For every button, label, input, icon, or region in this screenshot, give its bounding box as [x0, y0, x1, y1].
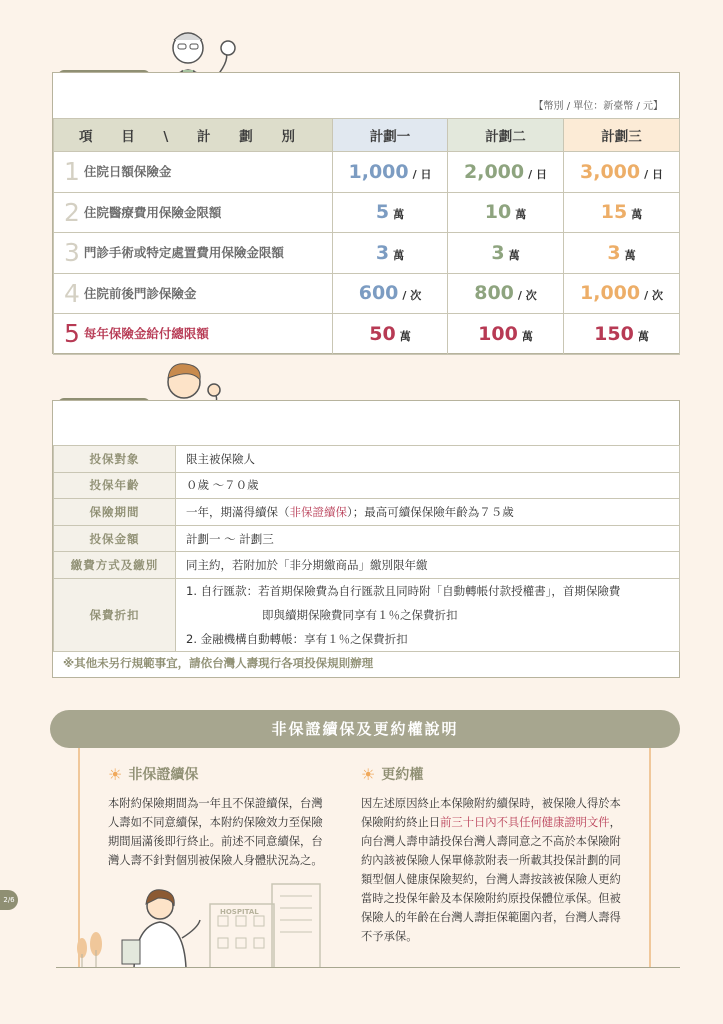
- item-label: 1 住院日額保險金: [54, 152, 333, 193]
- table-row: [54, 446, 680, 473]
- page-number: 2/6: [0, 890, 18, 910]
- non-guaranteed-title: ☀ 非保證續保: [108, 764, 199, 784]
- plan-table: [53, 118, 680, 355]
- table-row: [54, 499, 680, 526]
- rule-label: 保險期間: [54, 499, 176, 526]
- plan-3-value: 3,000 / 日: [564, 152, 680, 193]
- rule-text: 一年，期滿得續保（非保證續保）；最高可續保保險年齡為７５歲: [176, 499, 680, 526]
- plan-3-value: 1,000 / 次: [564, 273, 680, 314]
- plan-3-value: 15 萬: [564, 192, 680, 233]
- plan-2-value: 100 萬: [448, 314, 564, 355]
- hospital-sign: HOSPITAL: [220, 908, 259, 916]
- rule-text: 限主被保險人: [176, 446, 680, 473]
- table-row: [54, 192, 680, 233]
- rules-footnote: ※其他未另行規範事宜，請依台灣人壽現行各項投保規則辦理: [63, 656, 374, 670]
- conversion-right-column: [361, 764, 627, 946]
- header-plan-1: 計劃一: [333, 119, 448, 152]
- table-row: [54, 552, 680, 579]
- plan-table-box: [52, 72, 680, 354]
- ground-line: [56, 967, 680, 968]
- plan-1-value: 600 / 次: [333, 273, 448, 314]
- table-row-total-limit: [54, 314, 680, 355]
- item-label: 2 住院醫療費用保險金限額: [54, 192, 333, 233]
- table-row: [54, 273, 680, 314]
- non-guaranteed-highlight: 非保證續保: [289, 504, 347, 519]
- rule-text: 1. 自行匯款：若首期保險費為自行匯款且同時附「自動轉帳付款授權書」，首期保險費 即與續期保險費同享有１％之保費折扣 2. 金融機構自動轉帳：享有１％之保費折扣: [176, 578, 680, 651]
- non-guaranteed-column: [108, 764, 330, 870]
- rule-label: 繳費方式及繳別: [54, 552, 176, 579]
- rule-label: 保費折扣: [54, 578, 176, 651]
- table-row: [54, 233, 680, 274]
- plan-2-value: 2,000 / 日: [448, 152, 564, 193]
- non-guaranteed-body: 本附約保險期間為一年且不保證續保，台灣人壽如不同意續保，本附約保險效力至保險期間屆滿後即行終止。前述不同意續保，台灣人壽不針對個別被保險人身體狀況為之。: [108, 797, 323, 867]
- table-row: [54, 578, 680, 651]
- conversion-right-body: 因左述原因終止本保險附約續保時，被保險人得於本保險附約終止日前三十日內不具任何健康證明文件，向台灣人壽申請投保台灣人壽同意之不高於本保險附約內該被保險人保單條款附表一所載其投保計劃的同類型個人健康保險契約，台灣人壽按該被保險人更約當時之投保年齡及本保險附約原投保體位承保。但被保險人的年齡在台灣人壽拒保範圍內者，台灣人壽得不予承保。: [361, 797, 621, 943]
- sun-icon: ☀: [361, 764, 376, 784]
- plan-1-value: 50 萬: [333, 314, 448, 355]
- rule-text: 計劃一 ～ 計劃三: [176, 525, 680, 552]
- rule-label: 投保對象: [54, 446, 176, 473]
- item-label: 5 每年保險金給付總限額: [54, 314, 333, 355]
- conversion-right-title: ☀ 更約權: [361, 764, 424, 784]
- item-label: 3 門診手術或特定處置費用保險金限額: [54, 233, 333, 274]
- plan-2-value: 800 / 次: [448, 273, 564, 314]
- hospital-illustration: [72, 880, 332, 968]
- rules-table-box: [52, 400, 680, 678]
- rules-table: [53, 445, 680, 652]
- rule-label: 投保金額: [54, 525, 176, 552]
- table-row: [54, 525, 680, 552]
- rule-text: ０歲 ～７０歲: [176, 472, 680, 499]
- plan-3-value: 3 萬: [564, 233, 680, 274]
- item-label: 4 住院前後門診保險金: [54, 273, 333, 314]
- currency-note: 【幣別 / 單位：新臺幣 / 元】: [533, 101, 663, 112]
- explanation-banner: 非保證續保及更約權說明: [50, 710, 680, 748]
- header-plan-3: 計劃三: [564, 119, 680, 152]
- rule-label: 投保年齡: [54, 472, 176, 499]
- rule-text: 同主約，若附加於「非分期繳商品」繳別限年繳: [176, 552, 680, 579]
- plan-1-value: 3 萬: [333, 233, 448, 274]
- plan-2-value: 10 萬: [448, 192, 564, 233]
- sun-icon: ☀: [108, 764, 123, 784]
- plan-3-value: 150 萬: [564, 314, 680, 355]
- table-row: [54, 152, 680, 193]
- plan-header-row: [54, 119, 680, 152]
- table-row: [54, 472, 680, 499]
- plan-1-value: 1,000 / 日: [333, 152, 448, 193]
- plan-1-value: 5 萬: [333, 192, 448, 233]
- header-item: 項 目 \ 計 劃 別: [54, 119, 333, 152]
- plan-2-value: 3 萬: [448, 233, 564, 274]
- header-plan-2: 計劃二: [448, 119, 564, 152]
